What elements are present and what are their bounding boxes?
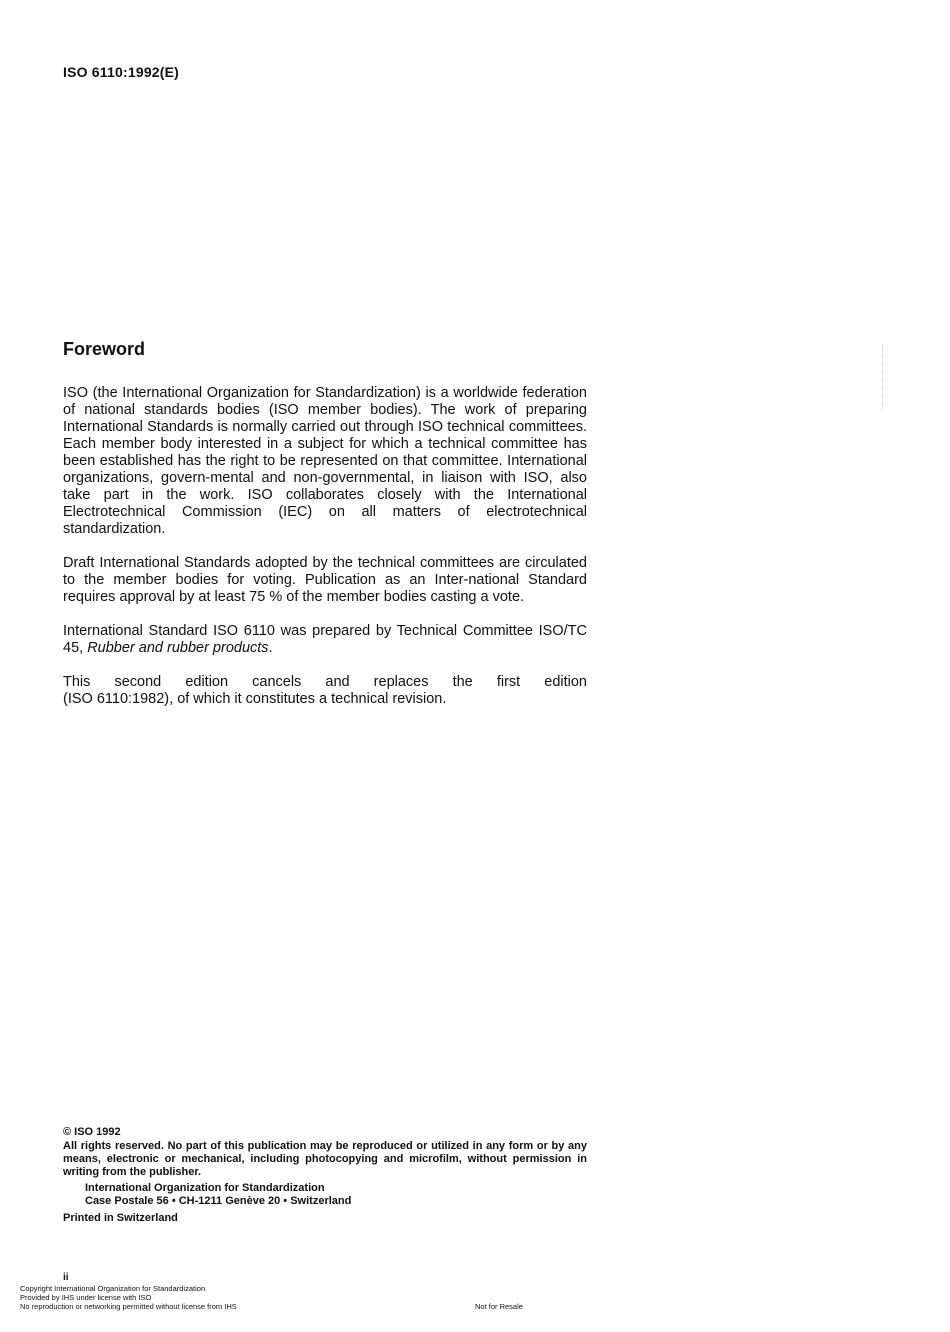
foreword-paragraph-edition (63, 674, 587, 708)
foreword-paragraph-prepared-by (63, 623, 587, 657)
license-notice-line: Provided by IHS under license with ISO (20, 1293, 152, 1302)
prepared-by-suffix: . (268, 640, 273, 656)
edition-line-1: This second edition cancels and replaces the first edition (63, 674, 587, 690)
foreword-body (63, 385, 587, 725)
license-notice-line: No reproduction or networking permitted without license from IHS (20, 1302, 237, 1311)
copyright-block (63, 1126, 587, 1225)
foreword-paragraph-draft-standards: Draft International Standards adopted by the technical committees are circulated to the member bodies for voting. Publication as an Inter-national Standard requires approval by at least 75 % of the member bodies casting a vote. (63, 555, 587, 605)
organization-name: International Organization for Standardization (85, 1182, 325, 1194)
document-header-standard-id: ISO 6110:1992(E) (63, 64, 180, 80)
margin-scan-marks (882, 344, 885, 410)
committee-title: Rubber and rubber products (87, 640, 269, 656)
not-for-resale-notice: Not for Resale (475, 1302, 523, 1311)
page-number: ii (63, 1272, 69, 1283)
prepared-by-prefix: International Standard ISO 6110 was prepared by Technical Committee ISO/TC 45, (63, 623, 587, 656)
rights-reserved-text: All rights reserved. No part of this publication may be reproduced or utilized in any form or by any means, electronic or mechanical, including photocopying and microfilm, without permission in writing from the publisher. (63, 1140, 587, 1178)
printed-location: Printed in Switzerland (63, 1212, 178, 1224)
license-notice (20, 1284, 237, 1311)
foreword-heading: Foreword (63, 339, 146, 359)
edition-line-2: (ISO 6110:1982), of which it constitutes a technical revision. (63, 691, 447, 707)
copyright-symbol-line: © ISO 1992 (63, 1126, 121, 1138)
license-notice-line: Copyright International Organization for Standardization (20, 1284, 206, 1293)
organization-address: Case Postale 56 • CH-1211 Genève 20 • Switzerland (85, 1195, 352, 1207)
organization-address-block (63, 1182, 587, 1208)
foreword-paragraph-organization: ISO (the International Organization for Standardization) is a worldwide federation of national standards bodies (ISO member bodies). The work of preparing International Standards is normally carried out through ISO technical committees. Each member body interested in a subject for which a technical committee has been established has the right to be represented on that committee. International organizations, govern-mental and non-governmental, in liaison with ISO, also take part in the work. ISO collaborates closely with the International Electrotechnical Commission (IEC) on all matters of electrotechnical standardization. (63, 385, 587, 537)
